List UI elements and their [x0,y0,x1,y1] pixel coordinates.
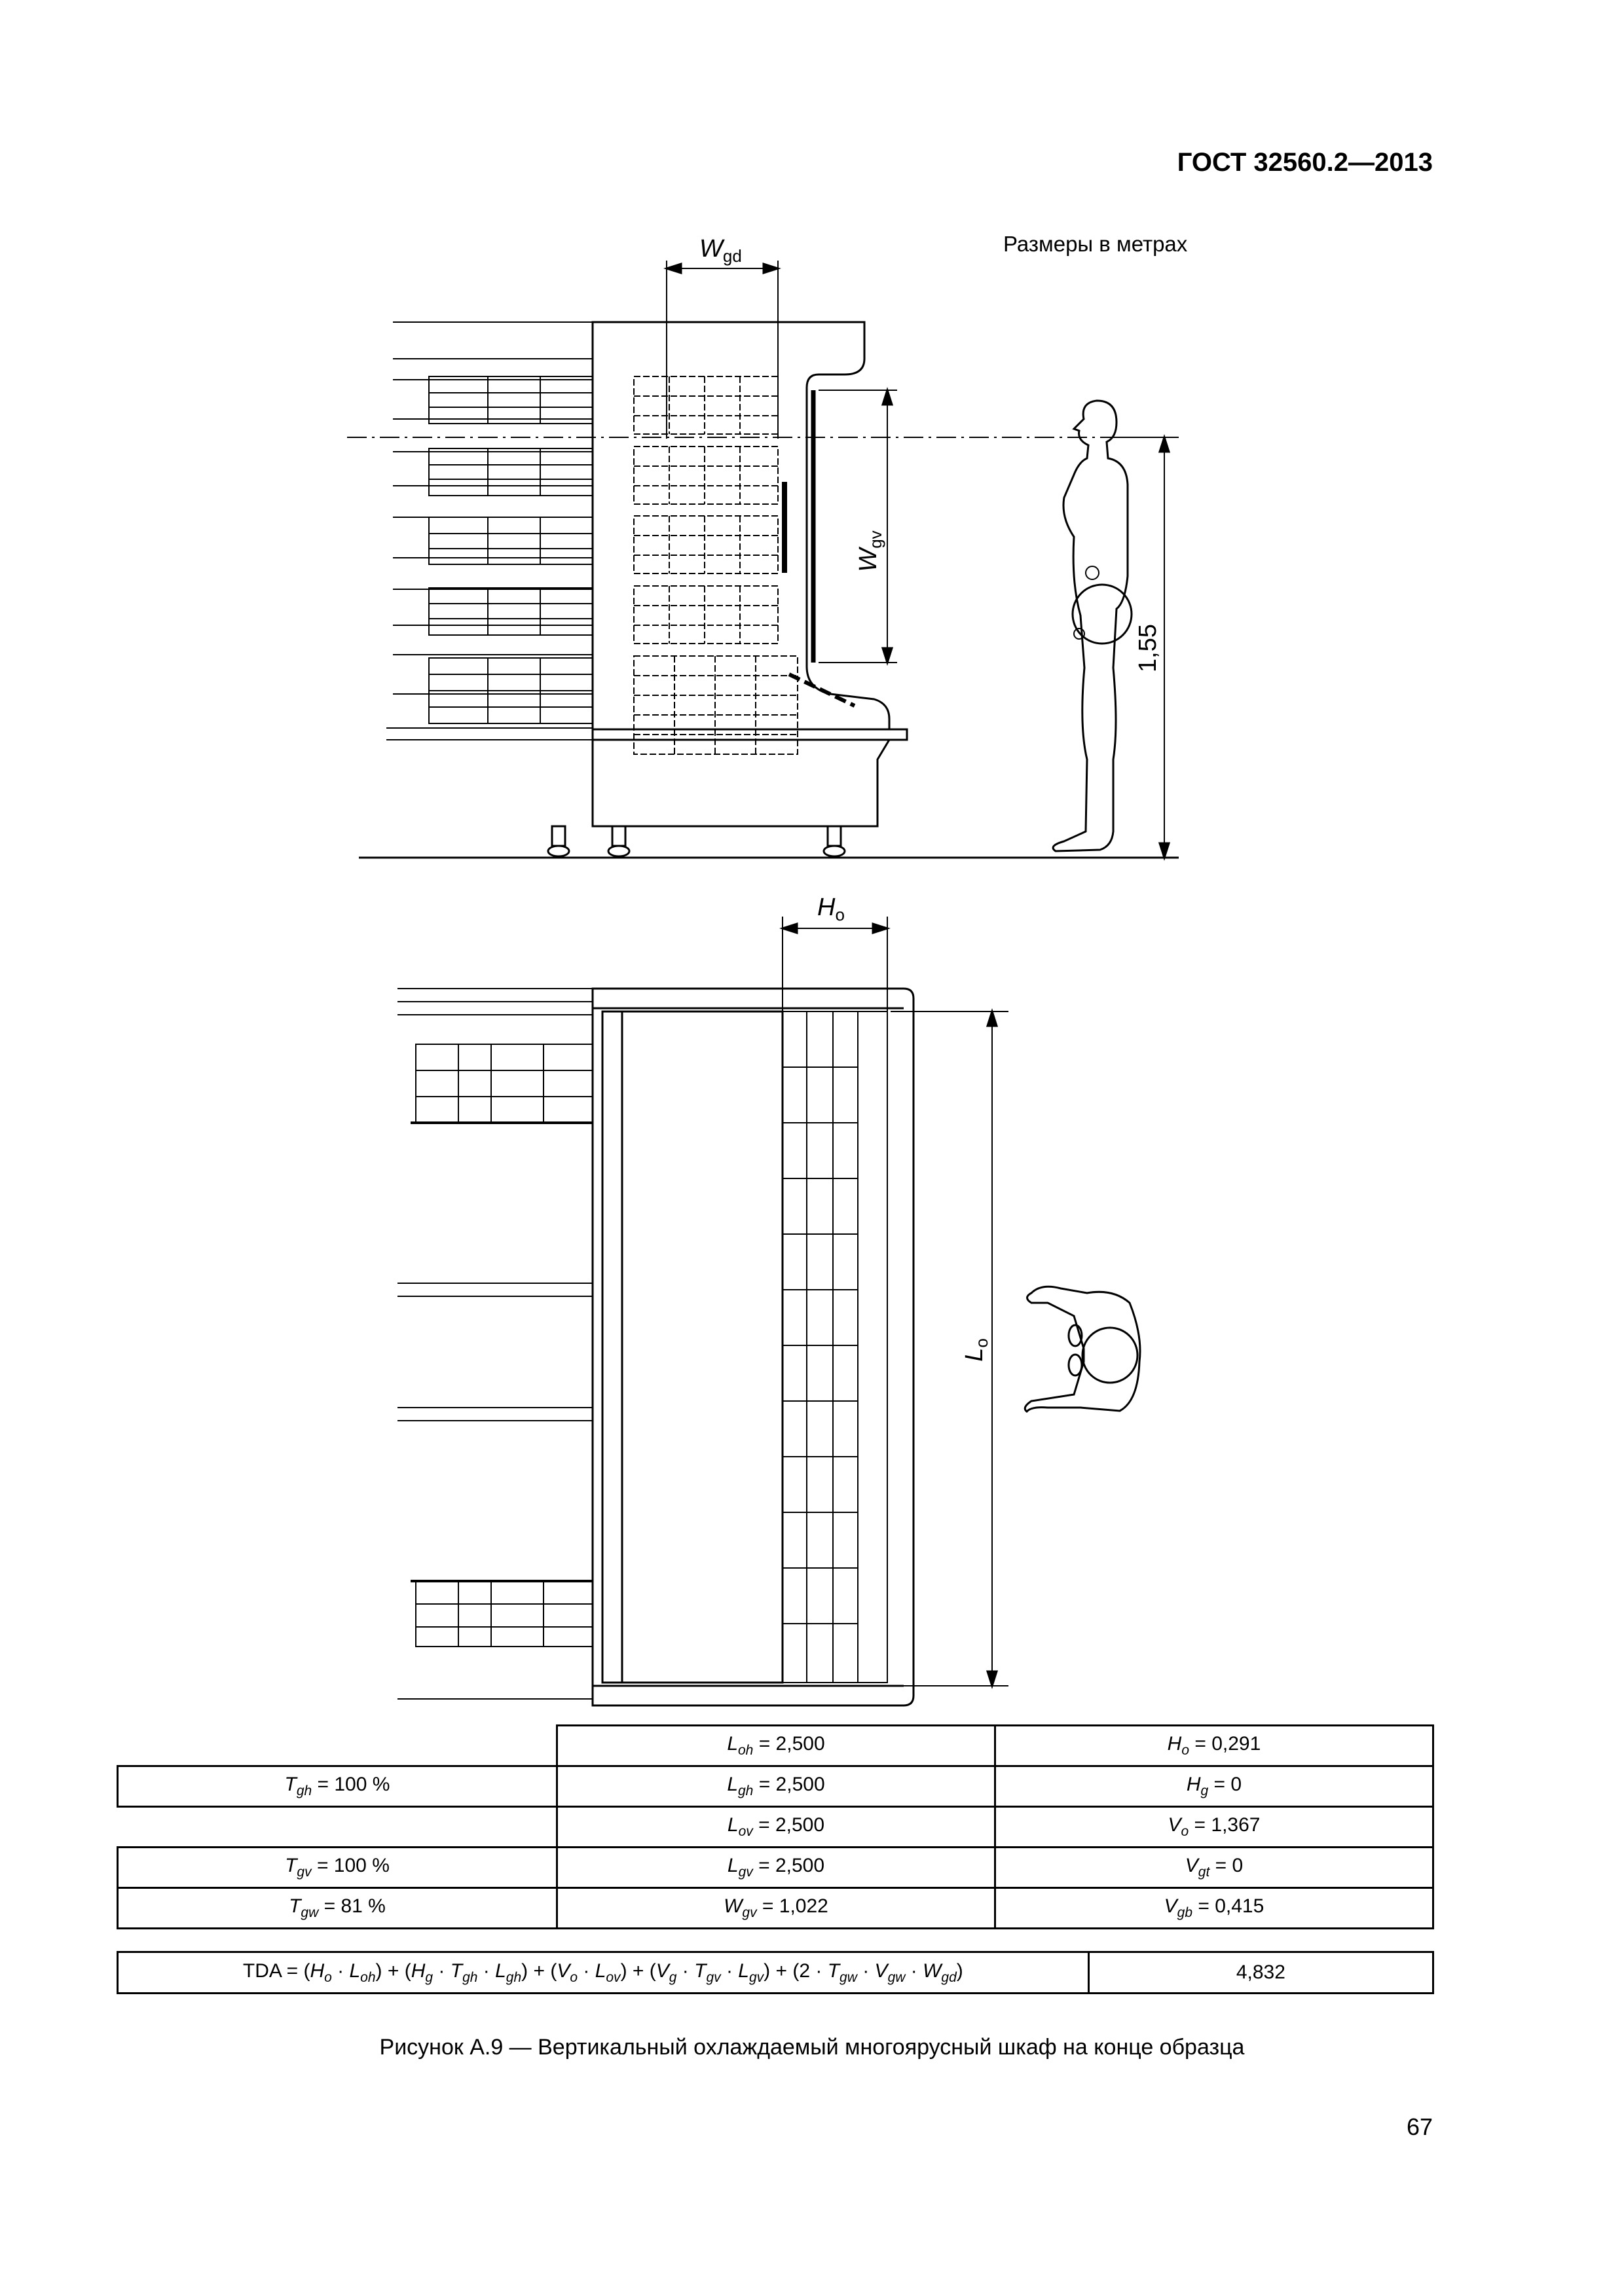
plan-product-grid [783,1011,887,1683]
table-cell: $L_{gh} = 2,500$ [557,1766,995,1807]
wgd-label: $W_{gd}$ [699,235,742,266]
neighbour-shelves [386,322,593,740]
cabinet-plan-outline [593,989,913,1705]
table-cell: $H_g = 0$ [995,1766,1433,1807]
table-cell: $V_{gb} = 0,415$ [995,1888,1433,1929]
table-cell: $L_{oh} = 2,500$ [557,1726,995,1766]
person-top-silhouette [1025,1286,1140,1412]
height-label: 1,55 [1134,624,1162,672]
table-cell: $T_{gw} = 81$ % [118,1888,557,1929]
page-number: 67 [1406,2113,1433,2140]
table-row [118,1848,1433,1888]
table-row [118,1766,1433,1807]
person-side-silhouette [1053,401,1128,851]
lo-label: $L_o$ [961,1338,991,1362]
units-note: Размеры в метрах [1003,232,1188,256]
cabinet-feet [548,826,845,856]
table-cell: $T_{gv} = 100$ % [118,1848,557,1888]
table-cell: $H_o = 0,291$ [995,1726,1433,1766]
tda-formula: TDA = $(H_o \cdot L_{oh}) + (H_g \cdot T_{gh} \cdot L_{gh}) + (V_o \cdot L_{ov}) + (V_g \cdot T_{gv} \cdot L_{gv}) + (2 \cdot T_{gw} \cdot V_{gw} \cdot W_{gd})$ [118,1952,1089,1994]
table-row [118,1726,1433,1766]
cabinet-product-grids [634,376,798,754]
table-cell: $V_o = 1,367$ [995,1807,1433,1848]
table-cell: $T_{gh} = 100$ % [118,1766,557,1807]
table-cell: $L_{ov} = 2,500$ [557,1807,995,1848]
table-cell [118,1807,557,1848]
figure-caption: Рисунок А.9 — Вертикальный охлаждаемый многоярусный шкаф на конце образца [379,2035,1245,2060]
table-cell: $L_{gv} = 2,500$ [557,1848,995,1888]
wgv-label: $W_{gv}$ [855,530,885,572]
standard-header: ГОСТ 32560.2—2013 [1177,148,1433,177]
ho-label: $H_o$ [817,894,845,924]
table-cell: $V_{gt} = 0$ [995,1848,1433,1888]
table-row [118,1888,1433,1929]
table-row [118,1807,1433,1848]
parameter-table [117,1724,1434,1929]
tda-value: 4,832 [1088,1952,1433,1994]
neighbour-shelves-plan [397,989,593,1699]
neighbour-shelf-grids [429,376,593,723]
tda-table [117,1951,1434,1994]
table-cell [118,1726,557,1766]
table-cell: $W_{gv} = 1,022$ [557,1888,995,1929]
